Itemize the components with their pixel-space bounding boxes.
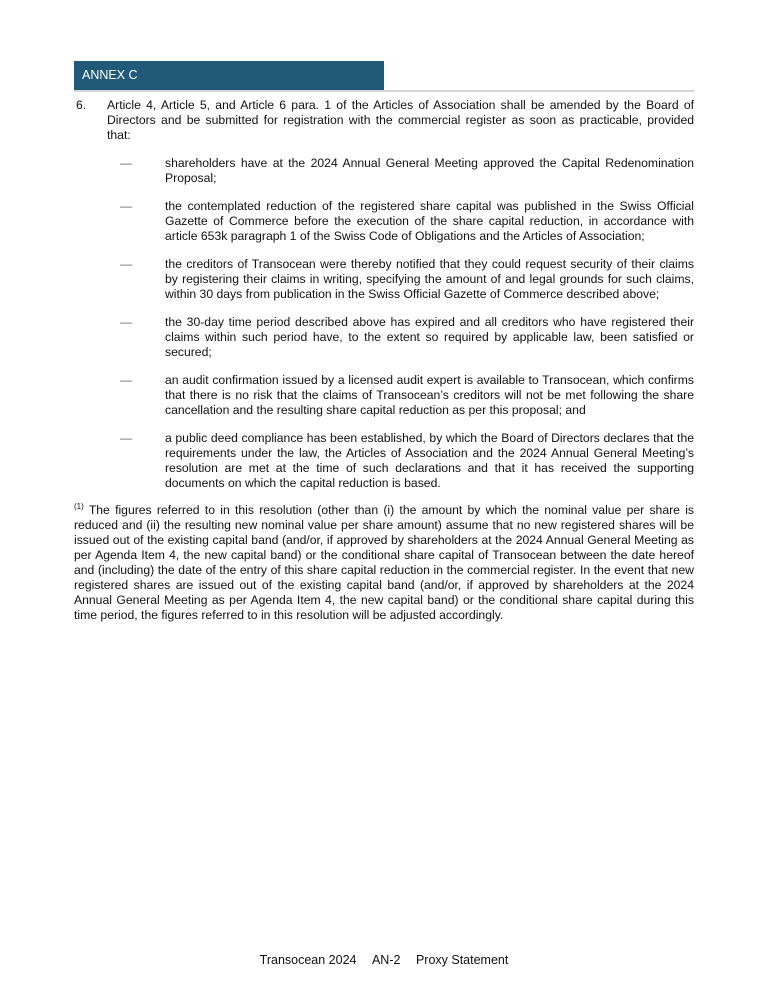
- list-item: [76, 156, 694, 186]
- list-item: [76, 431, 694, 491]
- dash-bullet-icon: —: [120, 257, 133, 271]
- list-item: [76, 257, 694, 302]
- page-number: AN-2: [371, 953, 401, 967]
- footnote-text: The figures referred to in this resolution (other than (i) the amount by which the nominal value per share is reduced and (ii) the resulting new nominal value per share amount) assume that no new registered shares will be issued out of the existing capital band (and/or, if approved by shareholders at the 2024 Annual General Meeting as per Agenda Item 4, the new capital band) or the conditional share capital of Transocean between the date hereof and (including) the date of the entry of this share capital reduction in the commercial register. In the event that new registered shares are issued out of the existing capital band (and/or, if approved by shareholders at the 2024 Annual General Meeting as per Agenda Item 4, the new capital band) or the conditional share capital during this time period, the figures referred to in this resolution will be adjusted accordingly.: [74, 503, 694, 622]
- list-item: [76, 199, 694, 244]
- footer-company: Transocean 2024: [259, 953, 357, 967]
- dash-bullet-icon: —: [120, 431, 133, 445]
- footnote: [74, 503, 694, 623]
- list-item: [76, 315, 694, 360]
- footnote-marker: (1): [74, 501, 84, 511]
- annex-header: ANNEX C: [74, 61, 384, 90]
- dash-bullet-icon: —: [120, 373, 133, 387]
- list-item-text: an audit confirmation issued by a licensed audit expert is available to Transocean, which confirms that there is no risk that the claims of Transocean’s creditors will not be met following the share cancellation and the resulting share capital reduction as per this proposal; and: [165, 373, 694, 417]
- list-item-text: shareholders have at the 2024 Annual General Meeting approved the Capital Redenomination Proposal;: [165, 156, 694, 185]
- resolution-item: [76, 98, 694, 623]
- list-item-text: the contemplated reduction of the registered share capital was published in the Swiss Official Gazette of Commerce before the execution of the share capital reduction, in accordance with article 653k paragraph 1 of the Swiss Code of Obligations and the Articles of Association;: [165, 199, 694, 243]
- condition-list: [76, 156, 694, 491]
- footer-doc-title: Proxy Statement: [415, 953, 509, 967]
- list-item-text: the 30-day time period described above has expired and all creditors who have registered their claims within such period have, to the extent so required by applicable law, been satisfied or secured;: [165, 315, 694, 359]
- item-number: 6.: [76, 98, 87, 112]
- list-item: [76, 373, 694, 418]
- dash-bullet-icon: —: [120, 199, 133, 213]
- page-footer: [0, 953, 768, 968]
- list-item-text: the creditors of Transocean were thereby notified that they could request security of their claims by registering their claims in writing, specifying the amount of and legal grounds for such claims, within 30 days from publication in the Swiss Official Gazette of Commerce described above;: [165, 257, 694, 301]
- list-item-text: a public deed compliance has been established, by which the Board of Directors declares that the requirements under the law, the Articles of Association and the 2024 Annual General Meeting’s resolution are met at the time of such declarations and that it has received the supporting documents on which the capital reduction is based.: [165, 431, 694, 490]
- dash-bullet-icon: —: [120, 156, 133, 170]
- dash-bullet-icon: —: [120, 315, 133, 329]
- item-lead-text: Article 4, Article 5, and Article 6 para. 1 of the Articles of Association shall be amended by the Board of Directors and be submitted for registration with the commercial register as soon as practicable, provided that:: [107, 98, 694, 142]
- header-divider: [74, 90, 694, 92]
